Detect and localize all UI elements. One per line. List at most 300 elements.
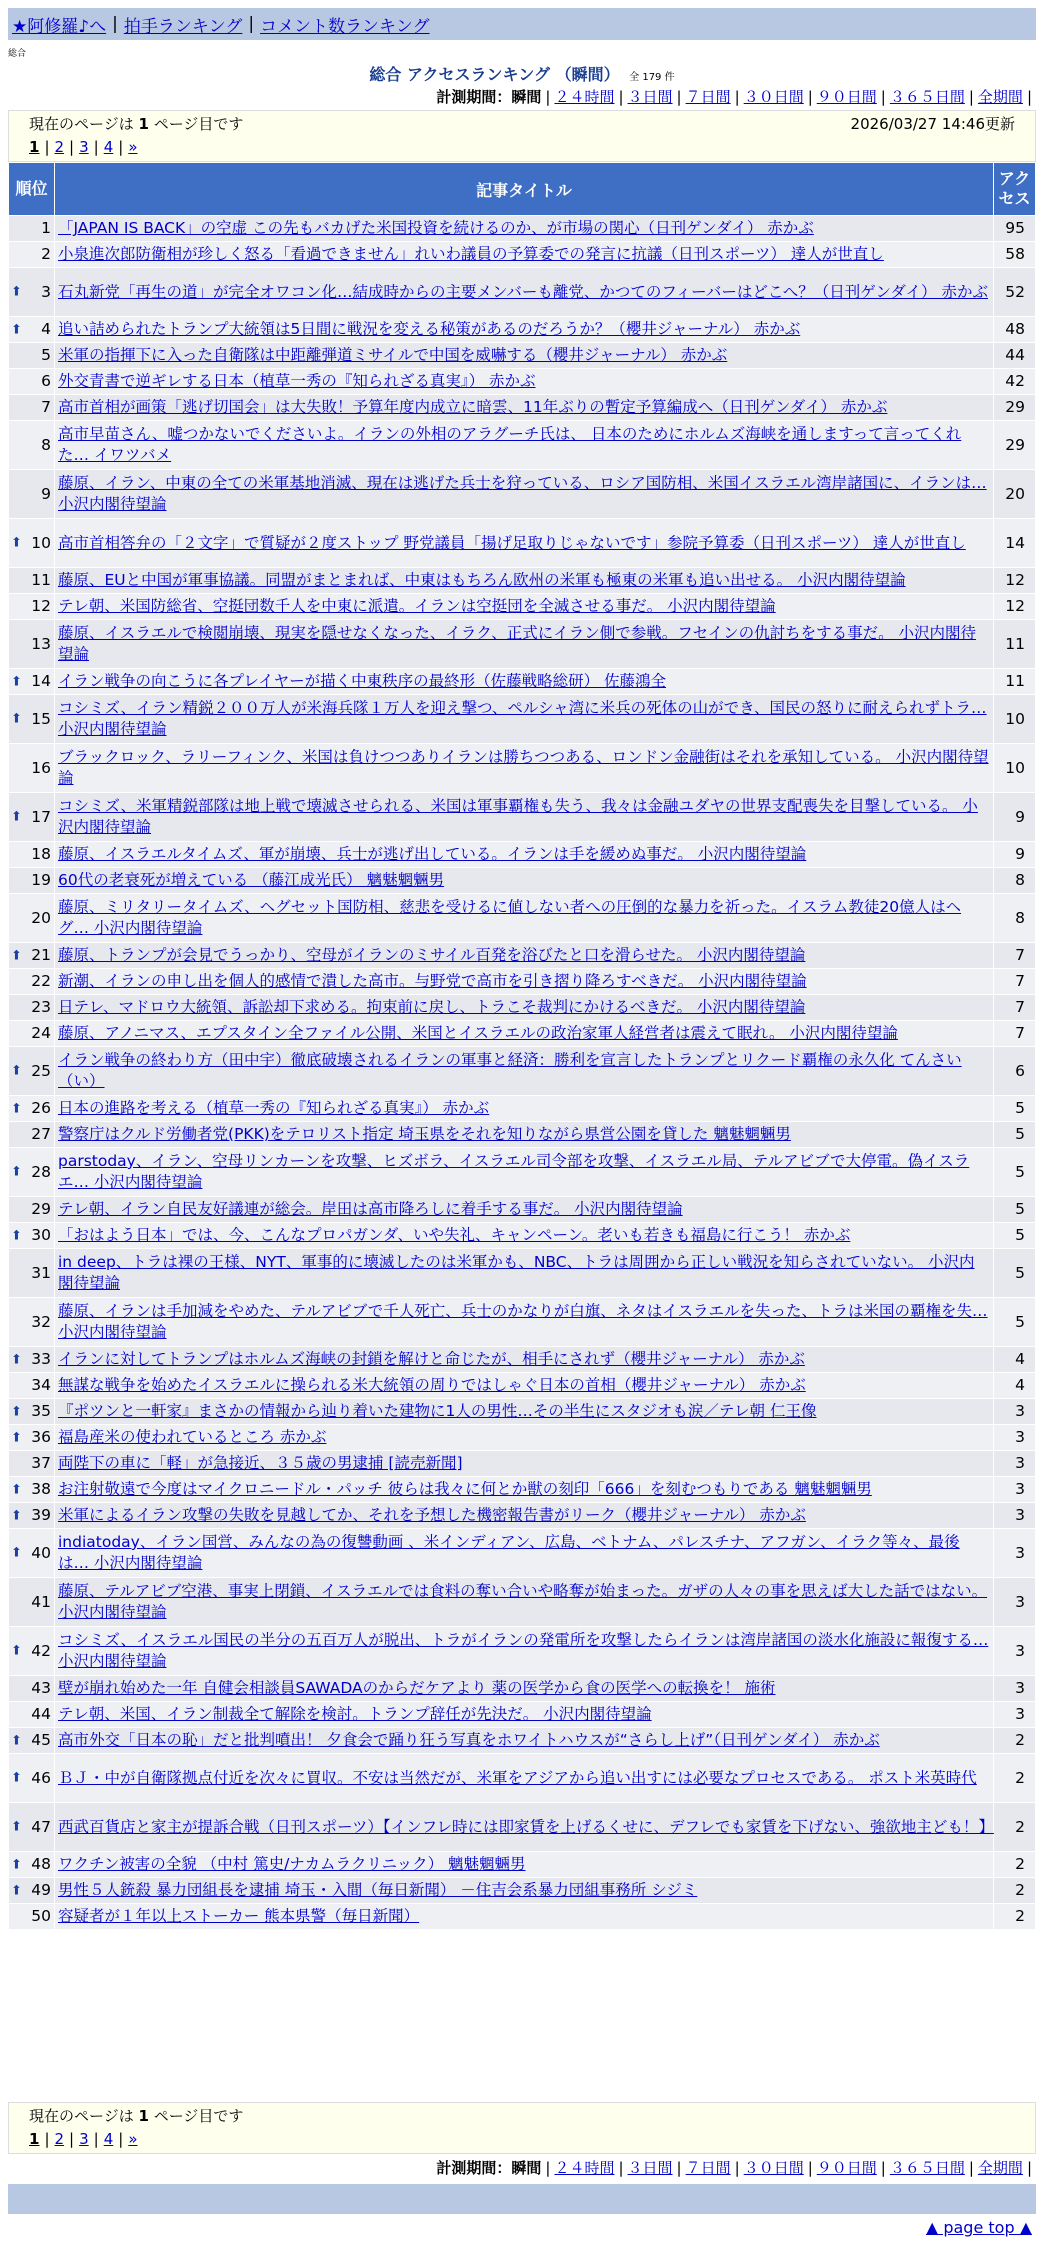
period-separator: | — [807, 88, 813, 106]
access-count: 58 — [994, 242, 1036, 268]
article-title-link[interactable]: 藤原、トランプが会見でうっかり、空母がイランのミサイル百発を浴びたと口を滑らせた。 小沢内閣待望論 — [58, 946, 806, 964]
rank-cell — [9, 1477, 55, 1503]
table-row — [9, 317, 1036, 343]
access-count: 7 — [994, 969, 1036, 995]
article-title-link[interactable]: イラン戦争の終わり方（田中宇）徹底破壊されるイランの軍事と経済：勝利を宣言したトランプとリクード覇権の永久化 てんさい（い） — [58, 1051, 962, 1090]
access-count: 95 — [994, 216, 1036, 242]
rank-cell — [9, 519, 55, 568]
article-title-link[interactable]: 新潮、イランの申し出を個人的感情で潰した高市。与野党で高市を引き摺り降ろすべきだ。 小沢内閣待望論 — [58, 972, 807, 990]
rank-cell — [9, 369, 55, 395]
title-cell — [55, 1578, 994, 1627]
rank-up-arrow-icon: ⬆ — [11, 1857, 22, 1872]
section-label: 総合 — [8, 49, 27, 59]
rank-cell — [9, 1347, 55, 1373]
access-count: 3 — [994, 1627, 1036, 1676]
table-row — [9, 669, 1036, 695]
access-count: 48 — [994, 317, 1036, 343]
pager-links — [29, 138, 1015, 156]
period-option-link[interactable]: ３０日間 — [743, 88, 804, 106]
pager-status — [29, 113, 243, 134]
access-count: 10 — [994, 744, 1036, 793]
rank-number: 4 — [41, 320, 51, 338]
rank-header-label: 順位 — [15, 179, 48, 198]
rank-number: 26 — [31, 1099, 51, 1117]
pager-top — [8, 110, 1036, 162]
article-title-link[interactable]: in deep、トラは裸の王様、NYT、軍事的に壊滅したのは米軍かも、NBC、トラは周囲から正しい戦況を知らされていない。 小沢内閣待望論 — [58, 1253, 975, 1292]
article-title-link[interactable]: 小泉進次郎防衛相が珍しく怒る「看過できません」れいわ議員の予算委での発言に抗議（日刊スポーツ） 達人が世直し — [58, 245, 884, 263]
rank-cell — [9, 1399, 55, 1425]
access-count: 8 — [994, 868, 1036, 894]
rank-up-arrow-icon: ⬆ — [11, 1733, 22, 1748]
period-selector-bottom — [436, 2157, 1036, 2178]
title-cell — [55, 744, 994, 793]
access-header-label: アクセス — [998, 169, 1031, 208]
title-cell — [55, 894, 994, 943]
table-row — [9, 1803, 1036, 1852]
rank-number: 24 — [31, 1024, 51, 1042]
ranking-table — [8, 162, 1036, 1930]
article-title-link[interactable]: 警察庁はクルド労働者党(PKK)をテロリスト指定 埼玉県をそれを知りながら県営公園を貸した 魑魅魍魎男 — [58, 1125, 791, 1143]
pager-status-suffix: ページ目です — [153, 2107, 244, 2125]
period-option-link[interactable]: ３０日間 — [743, 2159, 804, 2177]
period-separator: | — [1026, 2159, 1032, 2177]
article-title-link[interactable]: 男性５人銃殺 暴力団組長を逮捕 埼玉・入間（毎日新聞） －住吉会系暴力団組事務所 シジミ — [58, 1881, 698, 1899]
table-row — [9, 216, 1036, 242]
period-option-link[interactable]: ３日間 — [627, 88, 673, 106]
table-row — [9, 1627, 1036, 1676]
title-cell — [55, 242, 994, 268]
period-separator: | — [880, 2159, 886, 2177]
access-count: 3 — [994, 1451, 1036, 1477]
article-title-link[interactable]: 藤原、イラン、中東の全ての米軍基地消滅、現在は逃げた兵士を狩っている、ロシア国防相、米国イスラエル湾岸諸国に、イランは… 小沢内閣待望論 — [58, 474, 987, 513]
rank-cell — [9, 842, 55, 868]
rank-cell — [9, 594, 55, 620]
period-option-link[interactable]: ９０日間 — [816, 88, 877, 106]
article-title-link[interactable]: 日テレ、マドロウ大統領、訴訟却下求める。拘束前に戻し、トラこそ裁判にかけるべきだ。 小沢内閣待望論 — [58, 998, 806, 1016]
rank-number: 48 — [31, 1855, 51, 1873]
rank-cell — [9, 317, 55, 343]
table-row — [9, 620, 1036, 669]
title-cell — [55, 1451, 994, 1477]
period-separator: | — [734, 88, 740, 106]
period-option-link[interactable]: ２４時間 — [554, 2159, 615, 2177]
rank-cell — [9, 1676, 55, 1702]
rank-number: 1 — [41, 219, 51, 237]
pager-page-link[interactable]: 2 — [54, 138, 65, 156]
article-title-link[interactable]: テレ朝、米国防総省、空挺団数千人を中東に派遣。イランは空挺団を全滅させる事だ。 小沢内閣待望論 — [58, 597, 776, 615]
table-row — [9, 1148, 1036, 1197]
rank-number: 19 — [31, 871, 51, 889]
rank-cell — [9, 1878, 55, 1904]
access-count: 3 — [994, 1529, 1036, 1578]
access-count: 5 — [994, 1249, 1036, 1298]
rank-number: 3 — [41, 282, 51, 301]
ranking-table-body — [9, 216, 1036, 1930]
pager-page-link[interactable]: 4 — [103, 2130, 114, 2148]
article-title-link[interactable]: 藤原、アノニマス、エプスタイン全ファイル公開、米国とイスラエルの政治家軍人経営者は震えて眠れ。 小沢内閣待望論 — [58, 1024, 898, 1042]
pager-current-page: 1 — [138, 115, 149, 133]
article-title-link[interactable]: 無謀な戦争を始めたイスラエルに操られる米大統領の周りではしゃぐ日本の首相（櫻井ジャーナル） 赤かぶ — [58, 1376, 806, 1394]
table-row — [9, 1578, 1036, 1627]
pager-page-link[interactable]: 4 — [103, 138, 114, 156]
rank-cell — [9, 695, 55, 744]
title-cell — [55, 395, 994, 421]
article-title-link[interactable]: ブラックロック、ラリーフィンク、米国は負けつつありイランは勝ちつつある、ロンドン金融街はそれを承知している。 小沢内閣待望論 — [58, 748, 989, 787]
rank-number: 47 — [31, 1817, 51, 1836]
period-option-link[interactable]: ７日間 — [685, 2159, 731, 2177]
access-count: 4 — [994, 1347, 1036, 1373]
rank-up-arrow-icon: ⬆ — [11, 711, 22, 727]
period-option-link[interactable]: ３６５日間 — [889, 2159, 965, 2177]
access-count: 5 — [994, 1122, 1036, 1148]
title-cell — [55, 1096, 994, 1122]
period-label: 計測期間： — [436, 88, 512, 106]
article-title-link[interactable]: コシミズ、イスラエル国民の半分の五百万人が脱出、トラがイランの発電所を攻撃したらイランは湾岸諸国の淡水化施設に報復する… 小沢内閣待望論 — [58, 1631, 989, 1670]
rank-number: 31 — [31, 1263, 51, 1282]
pager-bottom — [8, 2102, 1036, 2154]
pager-separator: | — [93, 138, 99, 156]
rank-number: 40 — [31, 1543, 51, 1562]
access-count: 3 — [994, 1503, 1036, 1529]
access-count: 3 — [994, 1676, 1036, 1702]
table-row — [9, 1347, 1036, 1373]
pager-separator: | — [69, 2130, 75, 2148]
title-cell — [55, 1425, 994, 1451]
title-cell — [55, 669, 994, 695]
table-row — [9, 894, 1036, 943]
access-count: 7 — [994, 1021, 1036, 1047]
pager-status-prefix: 現在のページは — [29, 115, 134, 133]
article-title-link[interactable]: 福島産米の使われているところ 赤かぶ — [58, 1428, 327, 1446]
rank-cell — [9, 1904, 55, 1930]
article-title-link[interactable]: ワクチン被害の全貌 （中村 篤史/ナカムラクリニック） 魑魅魍魎男 — [58, 1855, 526, 1873]
table-row — [9, 1904, 1036, 1930]
table-row — [9, 969, 1036, 995]
rank-cell — [9, 1148, 55, 1197]
table-row — [9, 1878, 1036, 1904]
rank-up-arrow-icon: ⬆ — [11, 1883, 22, 1898]
page-top-link[interactable]: ▲ page top ▲ — [925, 2218, 1032, 2237]
article-title-link[interactable]: イランに対してトランプはホルムズ海峡の封鎖を解けと命じたが、相手にされず（櫻井ジャーナル） 赤かぶ — [58, 1350, 805, 1368]
article-title-link[interactable]: 藤原、イランは手加減をやめた、テルアビブで千人死亡、兵士のかなりが白旗、ネタはイスラエルを失った、トラは米国の覇権を失… 小沢内閣待望論 — [58, 1302, 988, 1341]
period-option-link[interactable]: ３６５日間 — [889, 88, 965, 106]
table-row — [9, 1021, 1036, 1047]
rank-cell — [9, 242, 55, 268]
title-cell — [55, 1298, 994, 1347]
rank-number: 10 — [31, 533, 51, 552]
access-count: 11 — [994, 620, 1036, 669]
article-title-link[interactable]: 高市早苗さん、嘘つかないでくださいよ。イランの外相のアラグーチ氏は、 日本のためにホルムズ海峡を通しますって言ってくれた… イワツバメ — [58, 425, 962, 464]
title-cell — [55, 1477, 994, 1503]
pager-links — [29, 2130, 1015, 2148]
article-title-link[interactable]: 「おはよう日本」では、今、こんなプロパガンダ、いや失礼、キャンペーン。老いも若きも福島に行こう！ 赤かぶ — [58, 1226, 851, 1244]
nav-separator: | — [248, 14, 255, 34]
article-title-link[interactable]: ＢＪ・中が自衛隊拠点付近を次々に買収。不安は当然だが、米軍をアジアから追い出すには必要なプロセスである。 ポスト米英時代 — [58, 1768, 977, 1787]
table-row — [9, 1529, 1036, 1578]
access-count: 7 — [994, 995, 1036, 1021]
access-count: 44 — [994, 343, 1036, 369]
table-row — [9, 744, 1036, 793]
rank-number: 11 — [31, 571, 51, 589]
page-title — [0, 62, 1044, 85]
article-title-link[interactable]: お注射敬遠で今度はマイクロニードル・パッチ 彼らは我々に何とか獣の刻印「666」を刻むつもりである 魑魅魍魎男 — [58, 1480, 872, 1498]
table-row — [9, 242, 1036, 268]
rank-number: 38 — [31, 1480, 51, 1498]
rank-number: 23 — [31, 998, 51, 1016]
title-cell — [55, 1373, 994, 1399]
rank-number: 6 — [41, 372, 51, 390]
period-separator: | — [880, 88, 886, 106]
table-row — [9, 594, 1036, 620]
rank-cell — [9, 1578, 55, 1627]
rank-number: 49 — [31, 1881, 51, 1899]
rank-number: 2 — [41, 245, 51, 263]
rank-number: 20 — [31, 908, 51, 927]
article-title-link[interactable]: parstoday、イラン、空母リンカーンを攻撃、ヒズボラ、イスラエル司令部を攻撃、イスラエル局、テルアビブで大停電。偽イスラエ… 小沢内閣待望論 — [58, 1152, 970, 1191]
pager-status-suffix: ページ目です — [153, 115, 244, 133]
access-count: 42 — [994, 369, 1036, 395]
title-cell — [55, 317, 994, 343]
article-title-link[interactable]: indiatoday、イラン国営、みんなの為の復讐動画 、米インディアン、広島、ベトナム、パレスチナ、アフガン、イラク等々、最後は… 小沢内閣待望論 — [58, 1533, 960, 1572]
article-title-link[interactable]: 両陛下の車に「軽」が急接近、３５歳の男逮捕 [読売新聞] — [58, 1454, 463, 1472]
title-cell — [55, 620, 994, 669]
title-cell — [55, 268, 994, 317]
title-cell — [55, 1728, 994, 1754]
period-option-active: 瞬間 — [511, 88, 542, 106]
updated-timestamp: 2026/03/27 14:46更新 — [850, 115, 1015, 133]
period-option-link[interactable]: ９０日間 — [816, 2159, 877, 2177]
article-title-link[interactable]: イラン戦争の向こうに各プレイヤーが描く中東秩序の最終形（佐藤戦略総研） 佐藤鴻全 — [58, 672, 667, 690]
pager-current-page: 1 — [138, 2107, 149, 2125]
title-cell — [55, 1803, 994, 1852]
rank-number: 44 — [31, 1705, 51, 1723]
rank-number: 42 — [31, 1641, 51, 1660]
access-count: 29 — [994, 421, 1036, 470]
rank-number: 7 — [41, 398, 51, 416]
access-count: 7 — [994, 943, 1036, 969]
period-separator: | — [618, 88, 624, 106]
access-count: 5 — [994, 1223, 1036, 1249]
table-row — [9, 1754, 1036, 1803]
pager-separator: | — [118, 138, 124, 156]
article-title-link[interactable]: 容疑者が１年以上ストーカー 熊本県警（毎日新聞） — [58, 1907, 420, 1925]
period-separator: | — [1026, 88, 1032, 106]
pager-separator: | — [93, 2130, 99, 2148]
rank-up-arrow-icon: ⬆ — [11, 1228, 22, 1243]
rank-number: 30 — [31, 1226, 51, 1244]
article-title-link[interactable]: 石丸新党「再生の道」が完全オワコン化…結成時からの主要メンバーも離党、かつてのフィーバーはどこへ？（日刊ゲンダイ） 赤かぶ — [58, 282, 988, 301]
table-row — [9, 793, 1036, 842]
access-header — [994, 163, 1036, 216]
article-title-link[interactable]: 高市外交「日本の恥」だと批判噴出！ 夕食会で踊り狂う写真をホワイトハウスが“さらし上げ”（日刊ゲンダイ） 赤かぶ — [58, 1731, 880, 1749]
period-option-link[interactable]: 全期間 — [977, 88, 1023, 106]
pager-status-prefix: 現在のページは — [29, 2107, 134, 2125]
table-row — [9, 1096, 1036, 1122]
rank-cell — [9, 1047, 55, 1096]
table-row — [9, 868, 1036, 894]
pager-status-line — [29, 113, 1015, 134]
access-count: 8 — [994, 894, 1036, 943]
rank-cell — [9, 1803, 55, 1852]
pager-status — [29, 2105, 243, 2126]
title-cell — [55, 568, 994, 594]
access-count: 5 — [994, 1298, 1036, 1347]
period-separator: | — [968, 88, 974, 106]
rank-up-arrow-icon: ⬆ — [11, 1482, 22, 1497]
title-cell — [55, 868, 994, 894]
article-title-link[interactable]: コシミズ、米軍精鋭部隊は地上戦で壊滅させられる、米国は軍事覇権も失う、我々は金融ユダヤの世界支配喪失を目撃している。 小沢内閣待望論 — [58, 797, 978, 836]
article-title-link[interactable]: 藤原、イスラエルタイムズ、軍が崩壊、兵士が逃げ出している。イランは手を緩めぬ事だ。 小沢内閣待望論 — [58, 845, 807, 863]
rank-cell — [9, 868, 55, 894]
title-cell — [55, 969, 994, 995]
access-count: 14 — [994, 519, 1036, 568]
access-count: 5 — [994, 1148, 1036, 1197]
access-count: 5 — [994, 1197, 1036, 1223]
rank-cell — [9, 669, 55, 695]
rank-cell — [9, 995, 55, 1021]
article-title-link[interactable]: 『ポツンと一軒家』まさかの情報から辿り着いた建物に1人の男性…その半生にスタジオも涙／テレ朝 仁王像 — [58, 1402, 817, 1420]
pager-separator: | — [44, 138, 50, 156]
article-title-link[interactable]: 藤原、ミリタリータイムズ、ヘグセット国防相、慈悲を受けるに値しない者への圧倒的な暴力を祈った。イスラム教徒20億人はヘグ… 小沢内閣待望論 — [58, 898, 962, 937]
rank-up-arrow-icon: ⬆ — [11, 1545, 22, 1561]
article-title-link[interactable]: 60代の老衰死が増えている （藤江成光氏） 魑魅魍魎男 — [58, 871, 445, 889]
table-row — [9, 1852, 1036, 1878]
rank-cell — [9, 943, 55, 969]
table-row — [9, 943, 1036, 969]
article-title-link[interactable]: 高市首相が画策「逃げ切国会」は大失敗！予算年度内成立に暗雲、11年ぶりの暫定予算編成へ（日刊ゲンダイ） 赤かぶ — [58, 398, 888, 416]
rank-up-arrow-icon: ⬆ — [11, 1770, 22, 1786]
period-option-link[interactable]: ２４時間 — [554, 88, 615, 106]
access-count: 9 — [994, 793, 1036, 842]
rank-up-arrow-icon: ⬆ — [11, 1819, 22, 1835]
rank-cell — [9, 1852, 55, 1878]
access-count: 2 — [994, 1852, 1036, 1878]
rank-cell — [9, 1702, 55, 1728]
title-cell — [55, 1122, 994, 1148]
rank-up-arrow-icon: ⬆ — [11, 1430, 22, 1445]
rank-number: 33 — [31, 1350, 51, 1368]
rank-cell — [9, 1754, 55, 1803]
rank-number: 9 — [41, 484, 51, 503]
title-cell — [55, 1399, 994, 1425]
table-row — [9, 421, 1036, 470]
article-title-link[interactable]: 西武百貨店と家主が提訴合戦（日刊スポーツ）【インフレ時には即家賃を上げるくせに、デフレでも家賃を下げない、強欲地主ども！】 — [58, 1817, 994, 1836]
article-title-link[interactable]: 追い詰められたトランプ大統領は5日間に戦況を変える秘策があるのだろうか？（櫻井ジャーナル） 赤かぶ — [58, 320, 801, 338]
article-title-link[interactable]: コシミズ、イラン精鋭２００万人が米海兵隊１万人を迎え撃つ、ペルシャ湾に米兵の死体の山ができ、国民の怒りに耐えられずトラ… 小沢内閣待望論 — [58, 699, 987, 738]
rank-number: 35 — [31, 1402, 51, 1420]
access-count: 2 — [994, 1803, 1036, 1852]
period-selector-top — [436, 86, 1036, 107]
table-row — [9, 1503, 1036, 1529]
rank-cell — [9, 1298, 55, 1347]
period-separator: | — [676, 88, 682, 106]
rank-cell — [9, 1627, 55, 1676]
table-row — [9, 268, 1036, 317]
pager-next-link[interactable]: » — [128, 138, 138, 156]
article-title-link[interactable]: 藤原、イスラエルで検閲崩壊、現実を隠せなくなった、イラク、正式にイラン側で参戦。フセインの仇討ちをする事だ。 小沢内閣待望論 — [58, 624, 977, 663]
article-title-link[interactable]: 外交青書で逆ギレする日本（植草一秀の『知られざる真実』） 赤かぶ — [58, 372, 536, 390]
pager-separator: | — [118, 2130, 124, 2148]
rank-number: 39 — [31, 1506, 51, 1524]
rank-number: 27 — [31, 1125, 51, 1143]
period-option-active: 瞬間 — [511, 2159, 542, 2177]
rank-number: 34 — [31, 1376, 51, 1394]
title-cell — [55, 1021, 994, 1047]
nav-separator: | — [112, 14, 118, 34]
title-cell — [55, 1529, 994, 1578]
article-title-link[interactable]: 高市首相答弁の「２文字」で質疑が２度ストップ 野党議員「揚げ足取りじゃないです」参院予算委（日刊スポーツ） 達人が世直し — [58, 533, 966, 552]
table-row — [9, 1477, 1036, 1503]
table-row — [9, 1223, 1036, 1249]
rank-up-arrow-icon: ⬆ — [11, 1101, 22, 1116]
rank-number: 25 — [31, 1061, 51, 1080]
rank-cell — [9, 1197, 55, 1223]
access-count: 52 — [994, 268, 1036, 317]
access-count: 2 — [994, 1754, 1036, 1803]
title-cell — [55, 216, 994, 242]
article-title-link[interactable]: テレ朝、米国、イラン制裁全て解除を検討。トランプ辞任が先決だ。 小沢内閣待望論 — [58, 1705, 652, 1723]
period-option-link[interactable]: 全期間 — [977, 2159, 1023, 2177]
access-count: 3 — [994, 1702, 1036, 1728]
table-row — [9, 1197, 1036, 1223]
period-separator: | — [618, 2159, 624, 2177]
rank-cell — [9, 744, 55, 793]
article-title-link[interactable]: 藤原、EUと中国が軍事協議。同盟がまとまれば、中東はもちろん欧州の米軍も極東の米軍も追い出せる。 小沢内閣待望論 — [58, 571, 906, 589]
pager-page-link[interactable]: 2 — [54, 2130, 65, 2148]
article-title-link[interactable]: 米軍の指揮下に入った自衛隊は中距離弾道ミサイルで中国を威嚇する（櫻井ジャーナル） 赤かぶ — [58, 346, 728, 364]
rank-number: 14 — [31, 672, 51, 690]
article-title-link[interactable]: 藤原、テルアビブ空港、事実上閉鎖、イスラエルでは食料の奪い合いや略奪が始まった。ガザの人々の事を思えば大した話ではない。 小沢内閣待望論 — [58, 1582, 988, 1621]
rank-number: 29 — [31, 1200, 51, 1218]
article-title-link[interactable]: 「JAPAN IS BACK」の空虚 この先もバカげた米国投資を続けるのか、が市場の関心（日刊ゲンダイ） 赤かぶ — [58, 219, 814, 237]
title-cell — [55, 1852, 994, 1878]
rank-number: 15 — [31, 709, 51, 728]
rank-cell — [9, 1122, 55, 1148]
title-cell — [55, 1676, 994, 1702]
rank-number: 45 — [31, 1731, 51, 1749]
access-count: 11 — [994, 669, 1036, 695]
pager-page-link[interactable]: 3 — [79, 138, 89, 156]
table-row — [9, 1702, 1036, 1728]
article-title-link[interactable]: テレ朝、イラン自民友好議連が総会。岸田は高市降ろしに着手する事だ。 小沢内閣待望論 — [58, 1200, 683, 1218]
title-cell — [55, 369, 994, 395]
title-cell — [55, 1904, 994, 1930]
pager-next-link[interactable]: » — [128, 2130, 138, 2148]
comment-ranking-link[interactable]: コメント数ランキング — [260, 16, 430, 37]
title-cell — [55, 343, 994, 369]
clap-ranking-link[interactable]: 拍手ランキング — [123, 16, 243, 37]
period-label: 計測期間： — [436, 2159, 512, 2177]
rank-cell — [9, 343, 55, 369]
period-separator: | — [545, 88, 551, 106]
table-row — [9, 995, 1036, 1021]
article-title-link[interactable]: 日本の進路を考える（植草一秀の『知られざる真実』） 赤かぶ — [58, 1099, 490, 1117]
home-link[interactable]: ★阿修羅♪へ — [12, 16, 107, 37]
article-title-link[interactable]: 壁が崩れ始めた一年 自健会相談員SAWADAのからだケアより 薬の医学から食の医学への転換を！ 施術 — [58, 1679, 776, 1697]
table-row — [9, 695, 1036, 744]
article-title-link[interactable]: 米軍によるイラン攻撃の失敗を見越してか、それを予想した機密報告書がリーク（櫻井ジャーナル） 赤かぶ — [58, 1506, 806, 1524]
title-cell — [55, 1197, 994, 1223]
rank-cell — [9, 1373, 55, 1399]
title-cell — [55, 1249, 994, 1298]
period-option-link[interactable]: ３日間 — [627, 2159, 673, 2177]
pager-page-link[interactable]: 3 — [79, 2130, 89, 2148]
rank-number: 22 — [31, 972, 51, 990]
table-row — [9, 343, 1036, 369]
table-row — [9, 1122, 1036, 1148]
period-option-link[interactable]: ７日間 — [685, 88, 731, 106]
access-count: 6 — [994, 1047, 1036, 1096]
